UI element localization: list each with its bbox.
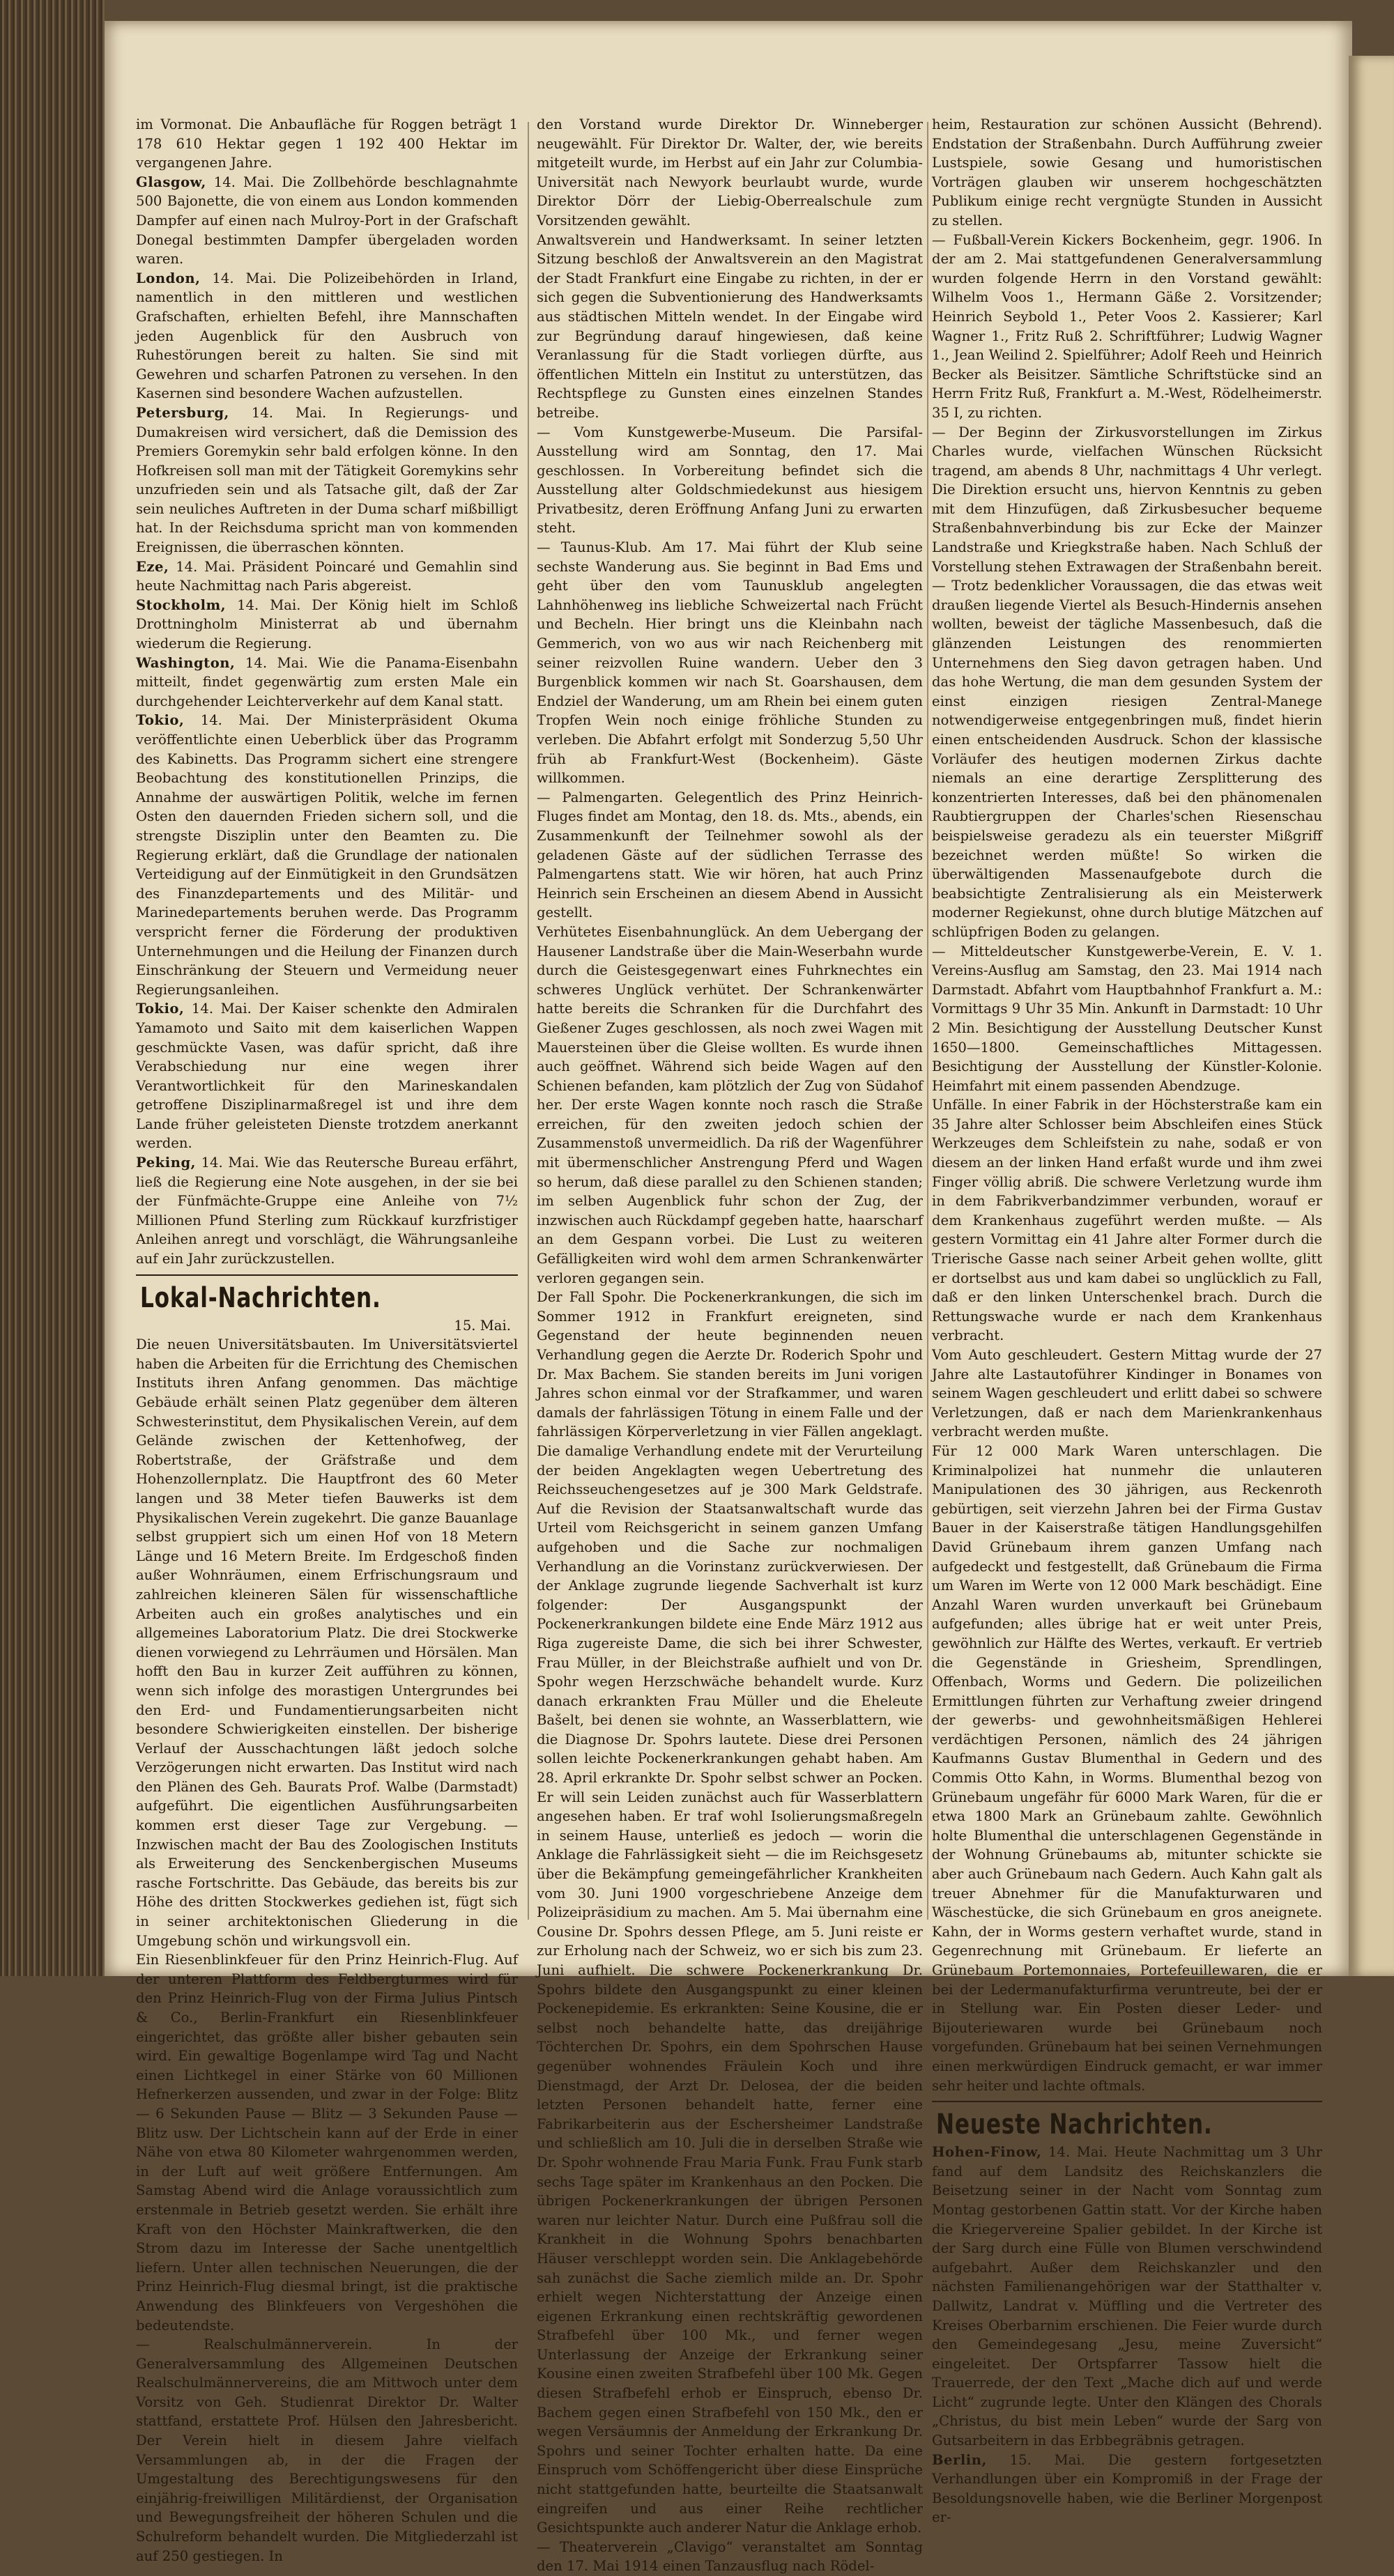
section-rule [136,1274,518,1276]
news-item-eze [136,557,518,596]
article-kunstgewerbe: — Vom Kunstgewerbe-Museum. Die Parsifal-Ausstellung wird am Sonntag, den 17. Mai geschlossen. In Vorbereitung befindet sich die Ausstellung alter Goldschmiedekunst aus hiesigem Privatbesitz, deren Eröffnung Anfang Juni zu erwarten steht. [537,424,923,537]
section-heading-lokal: Lokal-Nachrichten. [140,1281,381,1314]
news-text: 14. Mai. Die Zollbehörde beschlagnahmte 500 Bajonette, die von einem aus London kommenden Dampfer auf einen nach Mulroy-Port in der Grafschaft Donegal bestimmten Dampfer übergeladen worden waren. [136,173,519,268]
news-item-petersburg [136,403,518,557]
column-separator [927,122,928,1920]
news-item-stockholm [136,596,518,654]
article-fussball-verein: — Fußball-Verein Kickers Bockenheim, gegr. 1906. In der am 2. Mai stattgefundenen Generalversammlung wurden folgende Herrn in den Vorstand gewählt: Wilhelm Voos 1., Hermann Gäße 2. Vorsitzender; Heinrich Seybold 1., Peter Voos 2. Kassierer; Karl Wagner 1., Fritz Ruß 2. Schriftführer; Ludwig Wagner 1., Jean Weilind 2. Spielführer; Adolf Reeh und Heinrich Becker als Beisitzer. Sämtliche Schriftstücke sind an Herrn Fritz Ruß, Frankfurt a. M.-West, Rödelheimerstr. 35 I, zu richten. [932,231,1322,421]
dateline-place: Hohen-Finow, [932,2144,1042,2161]
dateline-place: Tokio, [136,1001,185,1017]
news-item-tokio [136,711,518,999]
book-page-edges [0,0,105,1976]
article-realschulmaenner: — Realschulmännerverein. In der Generalversammlung des Allgemeinen Deutschen Realschulmännervereins, die am Mittwoch unter dem Vorsitz von Geh. Studienrat Direktor Dr. Walter stattfand, erstattete Prof. Hülsen den Jahresbericht. Der Verein hielt in diesem Jahre vielfach Versammlungen ab, in der die Fragen der Umgestaltung des Berechtigungswesens für den einjährig-freiwilligen Militärdienst, der Organisation und Bewegungsfreiheit der höheren Schulen und die Schulreform behandelt wurden. Die Mitgliederzahl ist auf 250 gestiegen. In [136,2336,518,2564]
news-item-london [136,269,518,403]
article-palmengarten: — Palmengarten. Gelegentlich des Prinz Heinrich-Fluges findet am Montag, den 18. ds. Mts., abends, ein Zusammenkunft der Teilnehmer sowohl als der geladenen Gäste auf der südlichen Terrasse des Palmengartens statt. Wie wir hören, hat auch Prinz Heinrich sein Erscheinen an diesem Abend in Aussicht gestellt. [537,789,923,921]
news-text: 14. Mai. Der König hielt im Schloß Drottningholm Ministerrat ab und übernahm wiederum die Regierung. [136,596,518,652]
dateline-place: Eze, [136,558,169,575]
news-text: 14. Mai. Heute Nachmittag um 3 Uhr fand auf dem Landsitz des Reichskanzlers die Beisetzung seiner in der Nacht vom Sonntag zum Montag gestorbenen Gattin statt. Vor der Kirche haben die Kriegervereine Spalier gebildet. In der Kirche ist der Sarg durch eine Fülle von Blumen verschwindend aufgebahrt. Außer dem Reichskanzler und den nächsten Familienangehörigen war der Statthalter v. Dallwitz, Landrat v. Müffling und die Vertreter des Kreises Oberbarnim erschienen. Die Feier wurde durch den Gemeindegesang „Jesu, meine Zuversicht“ eingeleitet. Der Ortspfarrer Tassow hielt die Trauerrede, der den Text „Mache dich auf und werde Licht“ zugrunde legte. Unter den Klängen des Chorals „Christus, du bist mein Leben“ wurde der Sarg von Gutsarbeitern in das Erbbegräbnis getragen. [932,2144,1322,2449]
news-text: 14. Mai. Die Polizeibehörden in Irland, namentlich in den mittleren und westlichen Grafschaften, erhielten Befehl, ihre Mannschaften jeden Augenblick für den Ausbruch von Ruhestörungen bereit zu halten. Sie sind mit Gewehren und scharfen Patronen zu versehen. In den Kasernen sind besondere Wachen aufzustellen. [136,270,518,402]
article-anwaltsverein: Anwaltsverein und Handwerksamt. In seiner letzten Sitzung beschloß der Anwaltsverein an den Magistrat der Stadt Frankfurt eine Eingabe zu richten, in der er sich gegen die Subventionierung des Handwerksamts aus städtischen Mitteln wendet. In der Eingabe wird zur Begründung darauf hingewiesen, daß keine Veranlassung für die Stadt vorliegen dürfte, aus öffentlichen Mitteln ein Institut zu unterstützen, das Rechtspflege zu Gunsten eines einzelnen Standes betreibe. [537,231,923,421]
dateline-place: Berlin, [932,2451,987,2468]
section-date: 15. Mai. [454,1317,511,1334]
section-heading-neueste: Neueste Nachrichten. [936,2108,1213,2141]
article-blinkfeuer: Ein Riesenblinkfeuer für den Prinz Heinrich-Flug. Auf der unteren Plattform des Feldbergturmes wird für den Prinz Heinrich-Flug von der Firma Julius Pintsch & Co., Berlin-Frankfurt ein Riesenblinkfeuer eingerichtet, das größte aller bisher gebauten sein wird. Ein gewaltige Bogenlampe wird Tag und Nacht einen Lichtkegel in einer Stärke von 60 Millionen Hefnerkerzen aussenden, und zwar in der Folge: Blitz — 6 Sekunden Pause — Blitz — 3 Sekunden Pause — Blitz usw. Der Lichtschein kann auf der Erde in einer Nähe von etwa 80 Kilometer wahrgenommen werden, in der Luft auf weit größere Entfernungen. Am Samstag Abend wird die Anlage voraussichtlich zum erstenmale in Betrieb gesetzt werden. Sie erhält ihre Kraft von den Höchster Mainkraftwerken, die den Strom dazu im Interesse der Sache unentgeltlich liefern. Unter allen technischen Neuerungen, die der Prinz Heinrich-Flug diesmal bringt, ist die praktische Anwendung des Blinkfeuers von Vergeshöhen die bedeutendste. [136,1952,518,2334]
article-unterschlagung: Für 12 000 Mark Waren unterschlagen. Die Kriminalpolizei hat nunmehr die unlauteren Manipulationen des 30 jährigen, aus Reckenroth gebürtigen, seit vierzehn Jahren bei der Firma Gustav Bauer in der Kaiserstraße tätigen Handlungsgehilfen David Grünebaum ihrem ganzen Umfang nach aufgedeckt und festgestellt, daß Grünebaum die Firma um Waren im Werte von 12 000 Mark beschädigt. Eine Anzahl Waren wurden unverkauft bei Grünebaum aufgefunden; alles übrige hat er weit unter Preis, gewöhnlich zur Hälfte des Wertes, verkauft. Er vertrieb die Gegenstände in Griesheim, Sprendlingen, Offenbach, Worms und Gedern. Die polizeilichen Ermittlungen führten zur Verhaftung zweier dringend der gewerbs- und gewohnheitsmäßigen Hehlerei verdächtigen Personen, nämlich des 24 jährigen Kaufmanns Gustav Blumenthal in Gedern und des Commis Otto Kahn, in Worms. Blumenthal bezog von Grünebaum ungefähr für 6000 Mark Waren, für die er etwa 1800 Mark an Grünebaum zahlte. Gewöhnlich holte Blumenthal die unterschlagenen Gegenstände in der Wohnung Grünebaums ab, mitunter schickte sie aber auch Grünebaum nach Gedern. Auch Kahn galt als treuer Abnehmer für die Manufakturwaren und Wäschestücke, die sich Grünebaum en gros aneignete. Kahn, der in Worms gestern verhaftet wurde, stand in Gegenrechnung mit Grünebaum. Er lieferte an Grünebaum Portemonnaies, Portefeuillewaren, die er bei der Ledermanufakturfirma veruntreute, bei der er in Stellung war. Ein Posten dieser Leder- und Bijouteriewaren wurde bei Grünebaum noch vorgefunden. Grünebaum hat bei seinen Vernehmungen einen merkwürdigen Eindruck gemacht, er war immer sehr heiter und lachte oftmals. [932,1442,1322,2094]
news-item-berlin [932,2451,1322,2527]
dateline-place: London, [136,270,201,286]
news-text: 14. Mai. Der Kaiser schenkte den Admiralen Yamamoto und Saito mit dem kaiserlichen Wappen geschmückte Vasen, was dafür spricht, daß ihre Verabschiedung nur eine wegen ihrer Verantwortlichkeit für den Marineskandalen getroffene Disziplinarmaßregel ist und ihre dem Lande früher geleisteten Dienste trotzdem anerkannt werden. [136,1001,519,1152]
article-auto: Vom Auto geschleudert. Gestern Mittag wurde der 27 Jahre alte Lastautoführer Kindinger in Bonames von seinem Wagen geschleudert und erlitt dabei so schwere Verletzungen, daß er nach dem Marienkrankenhaus verbracht werden mußte. [932,1347,1322,1440]
column-2 [537,115,923,2575]
dateline-place: Washington, [136,654,236,671]
dateline-place: Tokio, [136,712,185,729]
column-3 [932,115,1322,2526]
paragraph: im Vormonat. Die Anbaufläche für Roggen beträgt 1 178 610 Hektar gegen 1 192 400 Hektar im vergangenen Jahre. [136,116,518,171]
news-item-washington [136,654,518,711]
adjacent-page [1349,56,1394,1976]
article-taunus-klub: — Taunus-Klub. Am 17. Mai führt der Klub seine sechste Wanderung aus. Sie beginnt in Bad Ems und geht über den vom Taunusklub angelegten Lahnhöhenweg ins liebliche Schweizertal nach Frücht und Becheln. Hier bringt uns die Kleinbahn nach Gemmerich, von wo aus wir nach Reichenberg mit seiner reizvollen Ruine wandern. Ueber den 3 Burgenblick kommen wir nach St. Goarshausen, dem Endziel der Wanderung, um am Rhein bei einem guten Tropfen Wein noch einige fröhliche Stunden zu verleben. Die Abfahrt erfolgt mit Sonderzug 5,50 Uhr früh ab Frankfurt-West (Bockenheim). Gäste willkommen. [537,539,923,787]
dateline-place: Petersburg, [136,404,229,421]
paragraph: den Vorstand wurde Direktor Dr. Winneberger neugewählt. Für Direktor Dr. Walter, der, wie bereits mitgeteilt wurde, im Herbst auf ein Jahr zur Columbia-Universität nach Newyork beurlaubt wurde, wurde Direktor Dörr der Liebig-Oberrealschule zum Vorsitzenden gewählt. [537,116,923,229]
news-text: 14. Mai. Wie das Reutersche Bureau erfährt, ließ die Regierung eine Note ausgehen, in der sie bei der Fünfmächte-Gruppe eine Anleihe von 7½ Millionen Pfund Sterling zum Rückkauf kurzfristiger Anleihen anregt und vorschlägt, die Währungsanleihe auf ein Jahr zurückzustellen. [136,1155,518,1267]
article-kunstgewerbe-verein: — Mitteldeutscher Kunstgewerbe-Verein, E. V. 1. Vereins-Ausflug am Samstag, den 23. Mai 1914 nach Darmstadt. Abfahrt vom Hauptbahnhof Frankfurt a. M.: Vormittags 9 Uhr 35 Min. Ankunft in Darmstadt: 10 Uhr 2 Min. Besichtigung der Ausstellung Deutscher Kunst 1650—1800. Gemeinschaftliches Mittagessen. Besichtigung der Ausstellung der Künstler-Kolonie. Heimfahrt mit einem passenden Abendzuge. [932,943,1322,1094]
article-unfaelle: Unfälle. In einer Fabrik in der Höchsterstraße kam ein 35 Jahre alter Schlosser beim Abschleifen eines Stück Werkzeuges dem Schleifstein zu nahe, sodaß er von diesem an der linken Hand erfaßt wurde und ihm zwei Finger völlig abriß. Die schwere Verletzung wurde ihm in dem Fabrikverbandzimmer verbunden, worauf er dem Krankenhaus zugeführt werden mußte. — Als gestern Vormittag ein 41 Jahre alter Former durch die Trierische Gasse nach seiner Arbeit gehen wollte, glitt er dortselbst aus und kam dabei so unglücklich zu Fall, daß er den linken Unterschenkel brach. Durch die Rettungswache wurde er nach dem Krankenhaus verbracht. [932,1097,1322,1344]
column-separator [528,122,529,1920]
news-item-glasgow [136,173,518,269]
paragraph: heim, Restauration zur schönen Aussicht (Behrend). Endstation der Straßenbahn. Durch Aufführung zweier Lustspiele, sowie Gesang und humoristischen Vorträgen glauben wir unserem hochgeschätzten Publikum einige recht vergnügte Stunden in Aussicht zu stellen. [932,116,1322,229]
news-text: 15. Mai. Die gestern fortgesetzten Verhandlungen über ein Kompromiß in der Frage der Besoldungsnovelle haben, wie die Berliner Morgenpost er- [932,2451,1322,2526]
news-text: 14. Mai. Der Ministerpräsident Okuma veröffentlichte einen Ueberblick über das Programm des Kabinetts. Das Programm sichert eine strengere Beobachtung des konstitutionellen Prinzips, die Annahme der auswärtigen Politik, welche im fernen Osten den dauernden Frieden sichern soll, und die strengste Disziplin unter den Beamten zu. Die Regierung erklärt, daß die Grundlage der nationalen Verteidigung auf der Einmütigkeit in den Grundsätzen des Finanzdepartements und des Militär- und Marinedepartements beruhen werde. Das Programm verspricht ferner die Förderung der produktiven Unternehmungen und die Heilung der Finanzen durch Einschränkung der Steuern und Vermeidung neuer Regierungsanleihen. [136,712,519,998]
news-text: 14. Mai. In Regierungs- und Dumakreisen wird versichert, daß die Demission des Premiers Goremykin sehr bald erfolgen könne. In den Hofkreisen soll man mit der Tätigkeit Goremykins sehr unzufrieden sein und als Tatsache gilt, daß der Zar sein neuliches Auftreten in der Duma scharf mißbilligt hat. In der Reichsduma spricht man von kommenden Ereignissen, die überraschen könnten. [136,404,519,556]
news-text: 14. Mai. Präsident Poincaré und Gemahlin sind heute Nachmittag nach Paris abgereist. [136,558,518,594]
article-eisenbahnunglueck: Verhütetes Eisenbahnunglück. An dem Uebergang der Hausener Landstraße über die Main-Weserbahn wurde durch die Geistesgegenwart eines Fuhrknechtes ein schweres Unglück verhütet. Der Schrankenwärter hatte bereits die Schranken für die Durchfahrt des Gießener Zuges geschlossen, als noch zwei Wagen mit Mauersteinen über die Gleise wollten. Es wurde ihnen auch geöffnet. Während sich beide Wagen auf den Schienen befanden, kam plötzlich der Zug von Südahof her. Der erste Wagen konnte noch rasch die Straße erreichen, für den zweiten jedoch schien der Zusammenstoß unvermeidlich. Da riß der Wagenführer mit übermenschlicher Anstrengung Pferd und Wagen so herum, daß diese parallel zu den Schienen standen; im selben Augenblick fuhr schon der Zug, der inzwischen auch Rückdampf gegeben hatte, haarscharf an dem Gespann vorbei. Die Lust zu weiteren Gefälligkeiten wird wohl dem armen Schrankenwärter verloren gegangen sein. [537,923,923,1286]
news-item-hohen-finow [932,2143,1322,2451]
dateline-place: Glasgow, [136,173,206,190]
dateline-place: Peking, [136,1155,196,1171]
article-fall-spohr: Der Fall Spohr. Die Pockenerkrankungen, die sich im Sommer 1912 in Frankfurt ereigneten, sind Gegenstand der heute beginnenden neuen Verhandlung gegen die Aerzte Dr. Roderich Spohr und Dr. Max Bachem. Sie standen bereits im Juni vorigen Jahres schon einmal vor der Strafkammer, und waren damals der fahrlässigen Tötung in einem Falle und der fahrlässigen Körperverletzung in vier Fällen angeklagt. Die damalige Verhandlung endete mit der Verurteilung der beiden Angeklagten wegen Uebertretung des Reichsseuchengesetzes auf je 300 Mark Geldstrafe. Auf die Revision der Staatsanwaltschaft wurde das Urteil vom Reichsgericht in seinem ganzen Umfang aufgehoben und die Sache zur nochmaligen Verhandlung an die Vorinstanz zurückverwiesen. Der der Anklage zugrunde liegende Sachverhalt ist kurz folgender: Der Ausgangspunkt der Pockenerkrankungen bildete eine Ende März 1912 aus Riga zugereiste Dame, die sich bei ihrer Schwester, Frau Müller, in der Bleichstraße aufhielt und von Dr. Spohr wegen Herzschwäche behandelt wurde. Kurz danach erkrankten Frau Müller und die Eheleute Bašelt, bei denen sie wohnte, an Wasserblattern, wie die Diagnose Dr. Spohrs lautete. Diese drei Personen sollen leichte Pockenerkrankungen gehabt haben. Am 28. April erkrankte Dr. Spohr selbst schwer an Pocken. Er will sein Leiden zunächst auch für Wasserblattern angesehen haben. Er traf wohl Isolierungsmaßregeln in seinem Hause, unterließ es jedoch — worin die Anklage die Fahrlässigkeit sieht — die im Reichsgesetz über die Bekämpfung gemeingefährlicher Krankheiten vom 30. Juni 1900 vorgeschriebene Anzeige dem Polizeipräsidium zu machen. Am 5. Mai übernahm eine Cousine Dr. Spohrs dessen Pflege, am 5. Juni reiste er zur Erholung nach der Schweiz, wo er sich bis zum 23. Juni aufhielt. Die schwere Pockenerkrankung Dr. Spohrs bildete den Ausgangspunkt zu einer kleinen Pockenepidemie. Es erkrankten: Seine Kousine, die er selbst noch behandelte hatte, das dreijährige Töchterchen Dr. Spohrs, ein dem Spohrschen Hause gegenüber wohnendes Fräulein Koch und ihre Dienstmagd, der Arzt Dr. Delosea, der die beiden letzten Personen behandelt hatte, ferner eine Fabrikarbeiterin aus der Eschersheimer Landstraße und schließlich am 10. Juli die in derselben Straße wie Dr. Spohr wohnende Frau Maria Funk. Frau Funk starb sechs Tage später im Krankenhaus an den Pocken. Die übrigen Pockenerkrankungen der übrigen Personen waren nur leichter Natur. Durch eine Pußfrau soll die Krankheit in die Wohnung Spohrs benachbarten Häuser verschleppt worden sein. Die Anklagebehörde sah zunächst die Sache ziemlich milde an. Dr. Spohr erhielt wegen Nichterstattung der Anzeige einen eigenen Erkrankung einen rechtskräftig gewordenen Strafbefehl über 100 Mk., und ferner wegen Unterlassung der Anzeige der Erkrankung seiner Kousine einen zweiten Strafbefehl über 100 Mk. Gegen diesen Strafbefehl erhob er Einspruch, ebenso Dr. Bachem gegen einen Strafbefehl von 150 Mk., den er wegen Versäumnis der Anmeldung der Erkrankung Dr. Spohrs und seiner Tochter erhalten hatte. Da eine Einspruch vom Schöffengericht über diese Einsprüche nicht stattgefunden hatte, beurteilte die Staatsanwalt eingreifen und aus einer Reihe rechtlicher Gesichtspunkte auch anderer Natur die Anklage erhob. [537,1289,923,2536]
article-universitaetsbauten: Die neuen Universitätsbauten. Im Universitätsviertel haben die Arbeiten für die Errichtung des Chemischen Instituts ihren Anfang genommen. Das mächtige Gebäude erhält seinen Platz gegenüber dem älteren Schwesterinstitut, dem Physikalischen Verein, auf dem Gelände zwischen der Kettenhofweg, der Robertstraße, der Gräfstraße und dem Hohenzollernplatz. Die Hauptfront des 60 Meter langen und 38 Meter tiefen Bauwerks ist dem Physikalischen Verein zugekehrt. Die ganze Bauanlage selbst gruppiert sich um einen Hof von 18 Metern Länge und 16 Metern Breite. Im Erdgeschoß finden außer Wohnräumen, einem Erfrischungsraum und zahlreichen kleineren Sälen für wissenschaftliche Arbeiten auch ein großes analytisches und ein allgemeines Laboratorium Platz. Die drei Stockwerke dienen vorwiegend zu Lehrräumen und Hörsälen. Man hofft den Bau in kurzer Zeit aufführen zu können, wenn sich infolge des morastigen Untergrundes bei den Erd- und Fundamentierungsarbeiten nicht besondere Schwierigkeiten einstellen. Der bisherige Verlauf der Ausschachtungen läßt jedoch solche Verzögerungen nicht erwarten. Das Institut wird nach den Plänen des Geh. Baurats Prof. Walbe (Darmstadt) aufgeführt. Die eigentlichen Ausführungsarbeiten kommen erst dieser Tage zur Vergebung. — Inzwischen macht der Bau des Zoologischen Instituts als Erweiterung des Senckenbergischen Museums rasche Fortschritte. Das Gebäude, das bereits bis zur Höhe des dritten Stockwerkes gediehen ist, fügt sich in seiner architektonischen Gliederung in die Umgebung schön und wirkungsvoll ein. [136,1336,518,1949]
section-rule [932,2101,1322,2102]
dateline-place: Stockholm, [136,596,227,613]
article-theaterverein: — Theaterverein „Clavigo“ veranstaltet am Sonntag den 17. Mai 1914 einen Tanzausflug nach Rödel- [537,2538,923,2575]
news-text: 14. Mai. Wie die Panama-Eisenbahn mitteilt, findet gegenwärtig zum ersten Male ein durchgehender Leichterverkehr auf dem Kanal statt. [136,654,518,709]
news-item-peking [136,1153,518,1269]
column-1 [136,115,519,2564]
article-zirkus: — Der Beginn der Zirkusvorstellungen im Zirkus Charles wurde, vielfachen Wünschen Rücksicht tragend, am abends 8 Uhr, nachmittags 4 Uhr verlegt. Die Direktion ersucht uns, hiervon Kenntnis zu geben mit dem Hinzufügen, daß Zirkusbesucher bequeme Straßenbahnverbindung bis zur Ecke der Mainzer Landstraße und Kriegkstraße haben. Nach Schluß der Vorstellung stehen Extrawagen der Straßenbahn bereit. — Trotz bedenklicher Voraussagen, die das etwas weit draußen liegende Viertel als Besuch-Hindernis ansehen wollten, beweist der tägliche Massenbesuch, daß die glänzenden Leistungen des renommierten Unternehmens den Sieg davon getragen haben. Und das hohe Wertung, die man dem gesunden System der einst einzigen riesigen Zentral-Manege notwendigerweise entgegenbringen muß, findet hierin einen entscheidenden Ausdruck. Schon der klassische Vorläufer des heutigen modernen Zirkus dachte niemals an eine derartige Zersplitterung des konzentrierten Interesses, daß bei den phänomenalen Raubtiergruppen der Charles'schen Riesenschau beispielsweise geradezu als ein teuerster Mißgriff bezeichnet werden müßte! So wirken die überwältigenden Massenaufgebote durch die beabsichtigte Zentralisierung als ein Meisterwerk moderner Regiekunst, ohne durch blutige Mätzchen auf schlüpfrigen Boden zu gelangen. [932,424,1322,940]
news-item-tokio-2 [136,999,518,1153]
